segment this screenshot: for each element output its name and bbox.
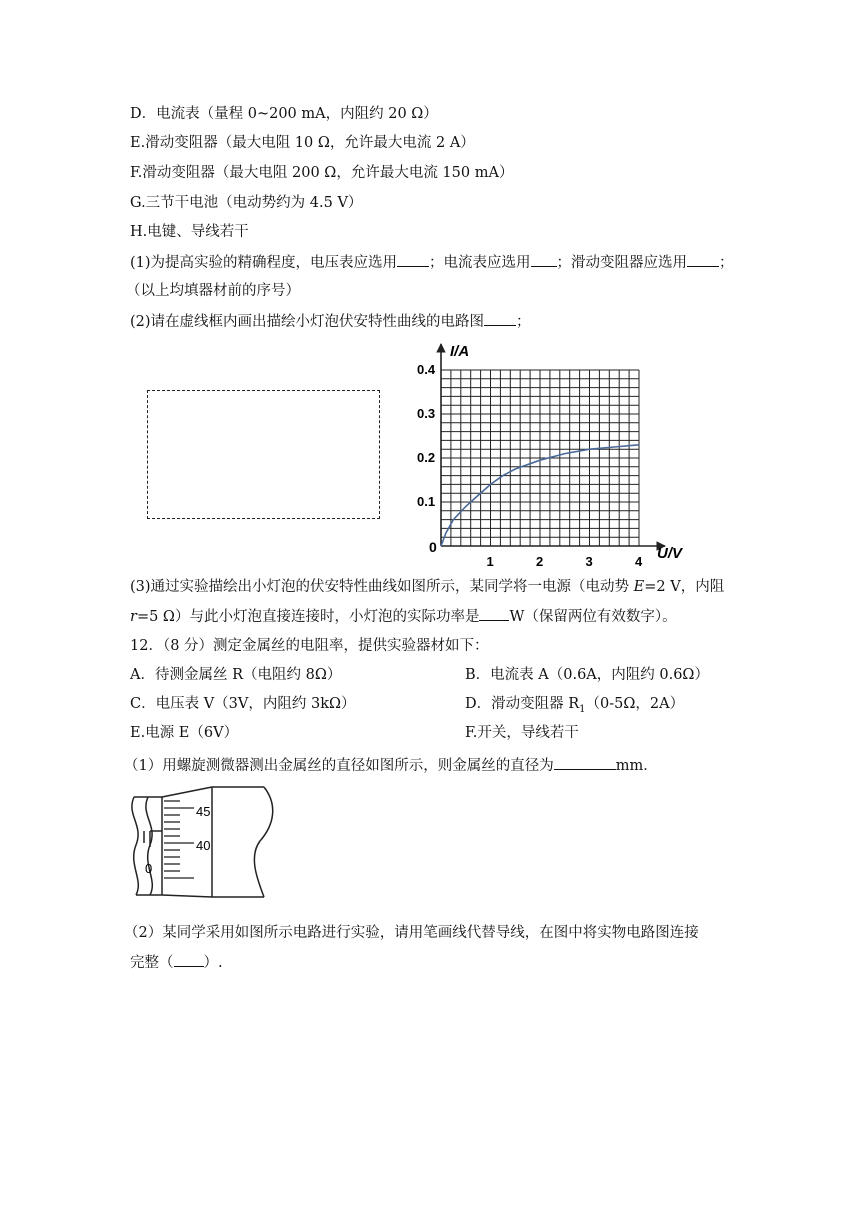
q12-title: 12．（8 分）测定金属丝的电阻率，提供实验器材如下： (130, 638, 489, 654)
chart-grid (441, 370, 639, 546)
x-tick-label: 2 (536, 554, 544, 568)
symbol-e: E (633, 579, 645, 595)
circuit-drawing-box[interactable] (147, 390, 380, 519)
q12-item-a: A．待测金属丝 R（电阻约 8Ω） (130, 667, 342, 683)
item-f: F.滑动变阻器（最大电阻 200 Ω，允许最大电流 150 mA） (130, 165, 514, 181)
scale-label-45: 45 (196, 804, 211, 819)
item-g: G.三节干电池（电动势约为 4.5 V） (130, 195, 363, 211)
text: mm． (615, 758, 658, 774)
x-tick-label: 4 (635, 554, 643, 568)
y-tick-label: 0.2 (417, 450, 436, 465)
text: D．滑动变阻器 R (465, 696, 580, 712)
text: ； (719, 255, 734, 271)
y-tick-label: 0.4 (417, 362, 436, 377)
thimble-break (254, 787, 272, 897)
answer-blank[interactable] (479, 606, 509, 621)
q12-item-d (465, 694, 684, 720)
answer-blank[interactable] (687, 252, 719, 267)
answer-blank[interactable] (554, 755, 616, 770)
question-part-2 (130, 311, 531, 332)
iu-curve-chart (395, 338, 685, 568)
q12-item-c: C．电压表 V（3V，内阻约 3kΩ） (130, 696, 356, 712)
text: (1)为提高实验的精确程度，电压表应选用 (130, 255, 398, 271)
q12-item-e: E.电源 E（6V） (130, 725, 239, 741)
note: （以上均填器材前的序号） (126, 283, 300, 299)
text: ）. (203, 955, 223, 971)
x-axis-label: U/V (657, 545, 683, 562)
text: (3)通过实验描绘出小灯泡的伏安特性曲线如图所示，某同学将一电源（电动势 (130, 579, 634, 595)
text: ；滑动变阻器应选用 (556, 255, 688, 271)
q12-part-2: （2）某同学采用如图所示电路进行实验，请用笔画线代替导线，在图中将实物电路图连接 (124, 925, 699, 941)
y-tick-label: 0.1 (417, 494, 436, 509)
q12-part-1 (124, 755, 658, 776)
q12-item-b: B．电流表 A（0.6A，内阻约 0.6Ω） (465, 667, 709, 683)
x-tick-label: 3 (585, 554, 593, 568)
sleeve-break-left (132, 797, 138, 895)
x-tick-label: 1 (486, 554, 494, 568)
scale-label-40: 40 (196, 838, 211, 853)
text: =5 Ω）与此小灯泡直接连接时，小灯泡的实际功率是 (136, 609, 480, 625)
answer-blank[interactable] (484, 311, 516, 326)
text: （0-5Ω，2A） (585, 696, 685, 712)
text: ； (516, 314, 531, 330)
item-e: E.滑动变阻器（最大电阻 10 Ω，允许最大电流 2 A） (130, 135, 475, 151)
text: （1）用螺旋测微器测出金属丝的直径如图所示，则金属丝的直径为 (124, 758, 554, 774)
micrometer-diagram (124, 785, 279, 903)
subscript: 1 (579, 703, 586, 715)
text: =2 V，内阻 (644, 579, 725, 595)
question-part-3 (130, 577, 724, 597)
question-part-3-cont (130, 606, 677, 627)
item-h: H.电键、导线若干 (130, 224, 249, 240)
item-d: D．电流表（量程 0~200 mA，内阻约 20 Ω） (130, 106, 438, 122)
y-axis-label: I/A (450, 343, 470, 360)
origin-label: 0 (429, 539, 437, 555)
text: ；电流表应选用 (429, 255, 531, 271)
y-tick-label: 0.3 (417, 406, 436, 421)
sleeve-label-0: 0 (145, 861, 153, 876)
symbol-r: r (130, 609, 137, 625)
q12-part-2-cont (130, 952, 223, 973)
answer-blank[interactable] (174, 952, 204, 967)
thimble-scale (164, 801, 194, 878)
sleeve-break-right (146, 797, 152, 895)
text: (2)请在虚线框内画出描绘小灯泡伏安特性曲线的电路图 (130, 314, 485, 330)
q12-item-f: F.开关，导线若干 (465, 725, 579, 741)
answer-blank[interactable] (397, 252, 429, 267)
text: W（保留两位有效数字）。 (509, 609, 677, 625)
text: 完整（ (130, 955, 174, 971)
answer-blank[interactable] (531, 252, 557, 267)
question-part-1 (130, 252, 734, 273)
